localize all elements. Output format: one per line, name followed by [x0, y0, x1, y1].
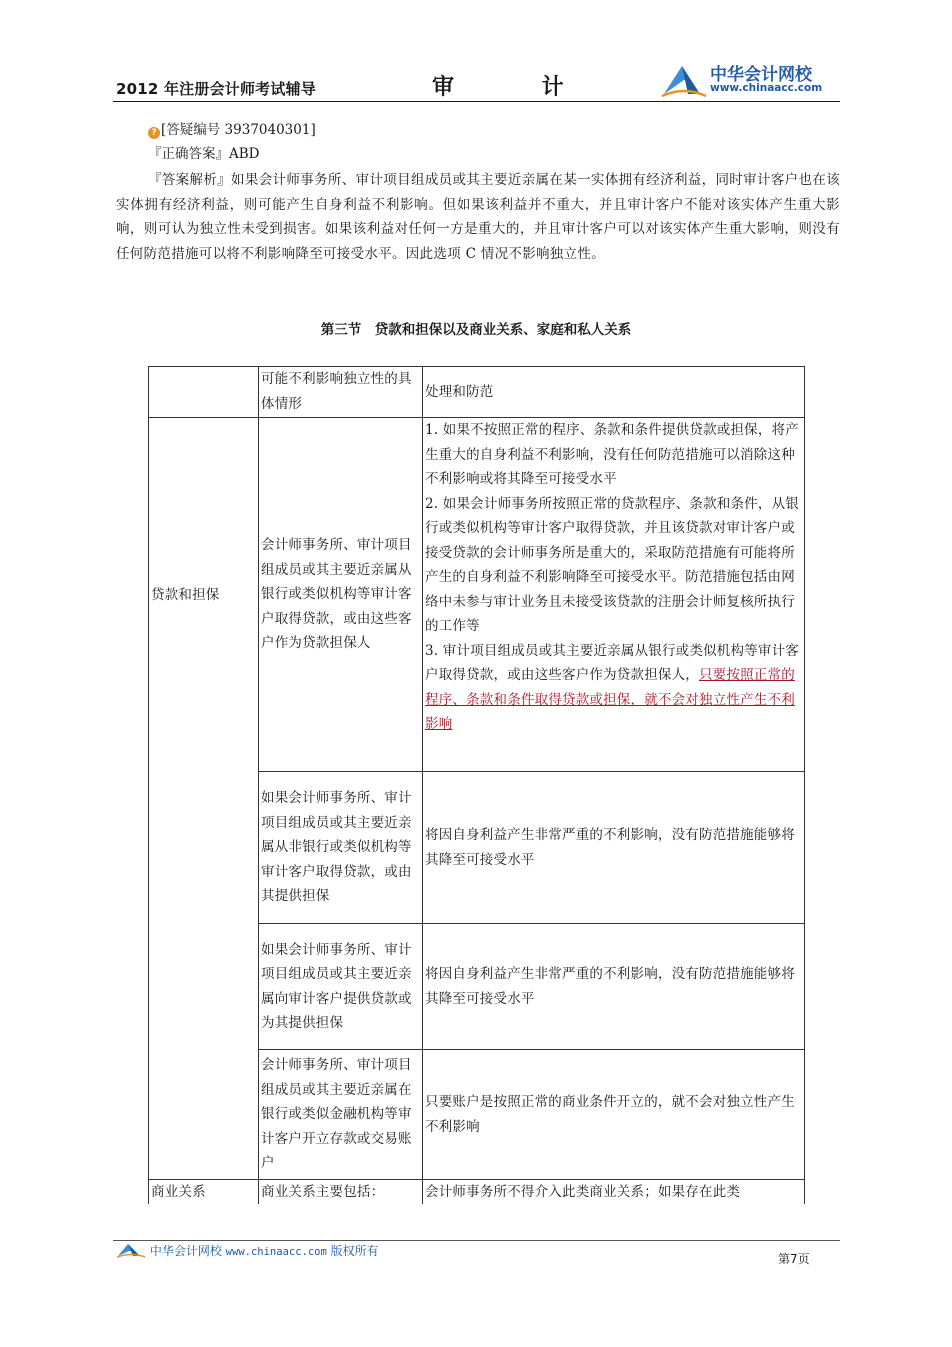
logo-mark-icon: [660, 60, 708, 100]
table-header-measure: [423, 366, 805, 418]
table-row-2-situation: [259, 772, 423, 924]
category-loan-guarantee-text: 贷款和担保: [151, 586, 220, 603]
table-row-2-measure-text: 将因自身利益产生非常严重的不利影响，没有防范措施能够将其降至可接受水平: [425, 827, 795, 868]
table-row-1-situation: [259, 418, 423, 772]
question-mark-icon: ?: [148, 127, 160, 139]
row-1-item-1: 1. 如果不按照正常的程序、条款和条件提供贷款或担保，将产生重大的自身利益不利影响，没有任何防范措施可以消除这种不利影响或将其降至可接受水平: [425, 422, 799, 487]
table-row-3-situation-text: 如果会计师事务所、审计项目组成员或其主要近亲属向审计客户提供贷款或为其提供担保: [261, 941, 412, 1031]
header-course-title: 2012 年注册会计师考试辅导: [116, 80, 316, 98]
category-loan-guarantee-cont: [149, 772, 259, 1180]
category-loan-guarantee: [149, 418, 259, 772]
footer-brand-name: 中华会计网校: [149, 1244, 222, 1258]
page-number: 第7页: [778, 1252, 810, 1266]
category-business-relation: 商业关系: [149, 1180, 259, 1204]
correct-answer: 『正确答案』ABD: [148, 146, 260, 162]
table-row-1-situation-text: 会计师事务所、审计项目组成员或其主要近亲属从银行或类似机构等审计客户取得贷款，或由这些客户作为贷款担保人: [261, 537, 412, 652]
section-title: 第三节 贷款和担保以及商业关系、家庭和私人关系: [320, 322, 632, 338]
logo-name: 中华会计网校: [710, 65, 812, 85]
header-subject-title: 审 计: [432, 75, 604, 100]
footer-rights: 版权所有: [330, 1244, 379, 1258]
table-row-2-situation-text: 如果会计师事务所、审计项目组成员或其主要近亲属从非银行或类似机构等审计客户取得贷款，或由其提供担保: [261, 790, 412, 905]
question-id: [答疑编号 3937040301]: [161, 122, 316, 138]
footer-logo-icon: [116, 1242, 146, 1258]
table-row-5-measure: 会计师事务所不得介入此类商业关系；如果存在此类: [423, 1180, 805, 1204]
row-1-item-3: [425, 639, 802, 737]
row-1-item-2: 2. 如果会计师事务所按照正常的贷款程序、条款和条件，从银行或类似机构等审计客户取得贷款，并且该贷款对审计客户或接受贷款的会计师事务所是重大的，采取防范措施有可能将所产生的自身利益不利影响降至可接受水平。防范措施包括由网络中未参与审计业务且未接受该贷款的注册会计师复核所执行的工作等: [425, 495, 799, 634]
independence-table: [148, 366, 805, 1204]
footer-divider: [113, 1240, 840, 1241]
table-header-empty: [149, 366, 259, 418]
table-row-3-measure: [423, 924, 805, 1050]
table-row-3-situation: [259, 924, 423, 1050]
question-id-line: [148, 120, 316, 141]
table-row-4-situation-text: 会计师事务所、审计项目组成员或其主要近亲属在银行或类似金融机构等审计客户开立存款或交易账户: [261, 1057, 412, 1172]
table-row-2-measure: [423, 772, 805, 924]
header-divider: [113, 101, 840, 102]
row-1-item-3-text: 3. 审计项目组成员或其主要近亲属从银行或类似机构等审计客户取得贷款，或由这些客户作为贷款担保人，: [425, 642, 799, 683]
table-row-4-measure: [423, 1050, 805, 1180]
footer-url: www.chinaacc.com: [225, 1246, 327, 1258]
logo-url: www.chinaacc.com: [710, 82, 823, 94]
table-row-5-situation: 商业关系主要包括：: [259, 1180, 423, 1204]
table-header-measure-text: 处理和防范: [425, 383, 494, 400]
site-logo: [660, 58, 840, 100]
answer-analysis: 『答案解析』如果会计师事务所、审计项目组成员或其主要近亲属在某一实体拥有经济利益，同时审计客户也在该实体拥有经济利益，则可能产生自身利益不利影响。但如果该利益并不重大，并且审计客户不能对该实体产生重大影响，则可认为独立性未受到损害。如果该利益对任何一方是重大的，并且审计客户可以对该实体产生重大影响，则没有任何防范措施可以将不利影响降至可接受水平。因此选项 C 情况不影响独立性。: [116, 172, 840, 262]
table-row-3-measure-text: 将因自身利益产生非常严重的不利影响，没有防范措施能够将其降至可接受水平: [425, 966, 795, 1007]
table-row-1-measure: [423, 418, 805, 772]
table-header-situation: 可能不利影响独立性的具体情形: [259, 366, 423, 418]
table-row-4-measure-text: 只要账户是按照正常的商业条件开立的，就不会对独立性产生不利影响: [425, 1094, 795, 1135]
row-1-item-3-highlight: 只要按照正常的程序、条款和条件取得贷款或担保，就不会对独立性产生不利影响: [425, 667, 795, 732]
footer-brand: [116, 1242, 379, 1259]
table-row-4-situation: [259, 1050, 423, 1180]
